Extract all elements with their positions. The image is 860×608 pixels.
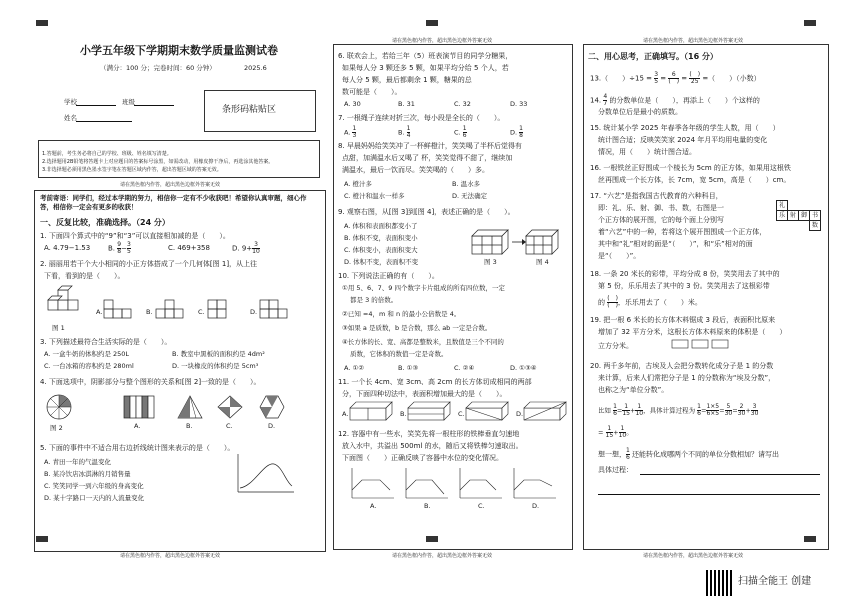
q12-option-b[interactable]: B. — [424, 502, 431, 510]
barcode-label: 条形码粘贴区 — [222, 105, 277, 115]
q12-water-graphs — [352, 468, 562, 502]
q12-option-c[interactable]: C. — [478, 502, 485, 510]
net-face: 数 — [809, 220, 821, 231]
q1-option-a[interactable]: A. 4.79−1.53 — [44, 244, 91, 252]
q16-text: 16. 一根铁丝正好围成一个棱长为 5cm 的正方体，如果用这根铁 — [590, 164, 791, 172]
q5-option-d[interactable]: D. 某十字路口一天内的人流量变化 — [44, 494, 145, 502]
q10-option-c[interactable]: C. ②④ — [454, 364, 475, 372]
q20-example-2: = $\frac{1}{15}$ + $\frac{1}{10}$ 。 — [598, 425, 633, 439]
q2-option-c-grid — [208, 300, 238, 320]
q3-option-b[interactable]: B. 教室中黑板的面积约是 4dm² — [172, 350, 265, 358]
section-2-title: 二、用心思考，正确填写。（16 分） — [588, 52, 718, 61]
q6-text-2: 如果每人分 3 颗还多 5 颗，如果平均分给 5 个人，若 — [342, 64, 509, 72]
q18-text-3: 的 $\frac{( )}{( )}$ ，乐乐用去了（ ）米。 — [598, 295, 702, 309]
name-label: 姓名 — [64, 114, 77, 122]
exam-subtitle: （满分：100 分；完卷时间：60 分钟） — [100, 64, 216, 72]
net-face: 书 — [809, 210, 821, 221]
q17-text-5: 其中和“礼”相对的面是“（ ）”，和“乐”相对的面 — [598, 240, 753, 248]
q20-text-3: 也称之为“单位分数”。 — [598, 386, 669, 394]
figure-4-label: 图 4 — [536, 258, 549, 266]
q2-text-2: 下看，看到的是（ ）。 — [44, 272, 125, 280]
net-face: 射 — [787, 210, 799, 221]
q17-text-2: 即：礼、乐、射、御、书、数，右图是一 — [598, 204, 724, 212]
area-note: 请在黑色框内作答，超出黑色边框外答案无效 — [120, 182, 221, 188]
q4-option-d-hexagon — [260, 396, 284, 418]
q14-text: 14. $\frac{4}{7}$ 的分数单位是（ ），再添上（ ）个这样的 — [590, 93, 760, 107]
q20-answer-line[interactable] — [598, 494, 820, 495]
q4-option-b-triangle — [178, 396, 202, 418]
scanner-watermark: 扫描全能王 创建 — [738, 576, 812, 587]
school-label: 学校 — [64, 98, 77, 106]
q9-option-b[interactable]: B. 体积不变，表面积变小 — [344, 234, 418, 242]
q11-option-b[interactable]: B. — [400, 410, 407, 418]
q4-option-a[interactable]: A. — [134, 422, 141, 430]
area-note: 请在黑色框内作答，超出黑色边框外答案无效 — [392, 553, 493, 559]
q5-line-graph — [236, 452, 296, 494]
q6-option-d[interactable]: D. 33 — [510, 100, 528, 108]
q5-option-b[interactable]: B. 某冷饮店冰淇淋的月销售量 — [44, 470, 131, 478]
q15-text-2: 统计图合适；反映笑笑家 2024 年月平均用电量的变化 — [598, 136, 768, 144]
q20-text-2: 来计算，后来人们常把分子是 1 的分数称为“埃及分数”， — [598, 374, 776, 382]
q2-option-b-grid — [156, 300, 186, 320]
q11-option-c[interactable]: C. — [458, 410, 465, 418]
q10-statement-3: ③如果 a 是质数，b 是合数，那么 ab 一定是合数。 — [342, 324, 492, 332]
q12-option-a[interactable]: A. — [370, 502, 377, 510]
figure-2-label: 图 2 — [50, 424, 63, 432]
q7-option-a[interactable]: A. $\frac{1}{3}$ — [344, 125, 357, 139]
q7-option-c[interactable]: C. $\frac{1}{6}$ — [454, 125, 467, 139]
q10-statement-1b: 都是 3 的倍数。 — [350, 296, 398, 304]
q4-option-c-diamond — [218, 396, 242, 418]
area-note: 请在黑色框内作答，超出黑色边框外答案无效 — [643, 553, 744, 559]
q6-text: 6. 联欢会上，若给三年（5）班表演节目的同学分糖果， — [338, 52, 513, 60]
qr-code-icon — [706, 570, 732, 596]
q18-text-2: 第 5 份，乐乐用去了其中的 3 份。笑笑用去了这根彩带 — [598, 282, 770, 290]
q10-text: 10. 下列说法正确的有（ ）。 — [338, 272, 439, 280]
page-title: 小学五年级下学期期末数学质量监测试卷 — [80, 44, 278, 57]
q7-text: 7. 一根绳子连续对折三次，每小段是全长的（ ）。 — [338, 114, 505, 122]
q17-text-6: 是“（ ）”。 — [598, 252, 641, 260]
net-face: 礼 — [776, 200, 788, 211]
q1-option-c[interactable]: C. 469+358 — [168, 244, 210, 252]
q17-text-4: 着“六艺”中的一种，若将这个展开图围成一个正方体， — [598, 228, 767, 236]
registration-mark — [426, 20, 438, 26]
class-label: 班级 — [122, 98, 135, 106]
q19-wood-pieces — [672, 338, 732, 350]
exhort-text: 考前寄语：同学们，经过本学期的努力，相信你一定有不少收获吧！希望你认真审题，细心作答，相信你一定会有更多的收获！ — [40, 194, 307, 211]
q9-option-d[interactable]: D. 体积不变，表面积不变 — [344, 258, 419, 266]
figure-1-label: 图 1 — [52, 324, 65, 332]
q16-text-2: 丝再围成一个长方体，长 7cm，宽 5cm，高是（ ）cm。 — [598, 176, 791, 184]
q2-option-c[interactable]: C. — [198, 308, 205, 316]
q8-text-2: 点甜，加满温水后又喝了 杯，笑笑觉得不甜了，继续加 — [342, 154, 513, 162]
q2-option-a-grid — [104, 300, 134, 320]
q8-option-c[interactable]: C. 橙汁和温水一样多 — [344, 192, 405, 200]
q20-process-label: 具体过程： — [598, 466, 633, 474]
q6-option-a[interactable]: A. 30 — [344, 100, 361, 108]
q12-text-2: 放入水中，共溢出 500ml 的水，随后又将铁棒匀速取出。 — [342, 442, 523, 450]
q1-text: 1. 下面四个算式中的“9”和“3”可以直接相加减的是（ ）。 — [40, 232, 230, 240]
q19-text-2: 增加了 32 平方分米，这根长方体木料原来的体积是（ ） — [598, 328, 787, 336]
q3-option-c[interactable]: C. 一台冰箱的容积约是 280ml — [44, 362, 134, 370]
q10-option-d[interactable]: D. ①③④ — [510, 364, 537, 372]
q2-option-b[interactable]: B. — [146, 308, 153, 316]
q4-text: 4. 下面选项中，阴影部分与整个图形的关系和[图 2]一致的是（ ）。 — [40, 378, 261, 386]
net-face: 乐 — [776, 210, 788, 221]
q19-text: 19. 把一根 6 米长的长方体木料锯成 3 段后，表面积比原来 — [590, 316, 776, 324]
q3-option-a[interactable]: A. 一盒牛奶的体积约是 250L — [44, 350, 130, 358]
area-note: 请在黑色框内作答，超出黑色边框外答案无效 — [392, 38, 493, 44]
q8-text-3: 满温水，最后一饮而尽。笑笑喝的（ ）多。 — [342, 166, 489, 174]
q3-text: 3. 下列描述最符合生活实际的是（ ）。 — [40, 338, 172, 346]
q1-option-b[interactable]: B. $\frac{9}{8}$ − $\frac{3}{5}$ — [108, 241, 131, 255]
section-1-title: 一、反复比较，准确选择。（24 分） — [40, 218, 170, 227]
q3-option-d[interactable]: D. 一块橡皮的体积约是 5cm³ — [172, 362, 259, 370]
q4-option-c[interactable]: C. — [226, 422, 233, 430]
q15-text: 15. 统计某小学 2025 年春季各年级的学生人数，用（ ） — [590, 124, 780, 132]
q10-statement-4: ④长方体的长、宽、高都是整数米，且数值是三个不同的 — [342, 338, 504, 346]
q8-option-a[interactable]: A. 橙汁多 — [344, 180, 372, 188]
q5-text: 5. 下面的事件中不适合用右边折线统计图来表示的是（ ）。 — [40, 444, 235, 452]
q8-text: 8. 早晨妈妈给笑笑冲了一杯鲜橙汁，笑笑喝了半杯后觉得有 — [338, 142, 522, 150]
figure-2-circle — [46, 394, 72, 420]
q20-question: 想一想， $\frac{1}{6}$ 还能转化成哪两个不同的单位分数相加？请写出 — [598, 447, 780, 461]
q9-option-c[interactable]: C. 体积变小，表面积变大 — [344, 246, 418, 254]
area-note: 请在黑色框内作答，超出黑色边框外答案无效 — [120, 553, 221, 559]
figure-3-4-cubes — [470, 226, 560, 256]
q5-option-a[interactable]: A. 青田一年的气温变化 — [44, 458, 111, 466]
q8-option-b[interactable]: B. 温水多 — [452, 180, 481, 188]
q10-statement-1: ①用 5、6、7、9 四个数字卡片组成的所有四位数，一定 — [342, 284, 506, 292]
q12-option-d[interactable]: D. — [532, 502, 540, 510]
q20-text: 20. 两千多年前，古埃及人会把分数转化成分子是 1 的分数 — [590, 362, 774, 370]
q10-option-a[interactable]: A. ①② — [344, 364, 365, 372]
q4-option-d[interactable]: D. — [268, 422, 276, 430]
q10-option-b[interactable]: B. ①③ — [398, 364, 419, 372]
q10-statement-4b: 质数，它体积的数值一定是奇数。 — [350, 350, 448, 358]
figure-3-label: 图 3 — [484, 258, 497, 266]
q6-option-c[interactable]: C. 32 — [454, 100, 471, 108]
q17-text: 17. “六艺”是指我国古代教育的六种科目， — [590, 192, 723, 200]
q4-option-b[interactable]: B. — [186, 422, 193, 430]
q14-text-2: 分数单位后是最小的质数。 — [598, 108, 682, 116]
q7-option-b[interactable]: B. $\frac{1}{4}$ — [398, 125, 411, 139]
q6-text-3: 每人分 5 颗，最后都剩余 1 颗，糖果的总 — [342, 76, 472, 84]
q1-option-d[interactable]: D. 9+ $\frac{3}{10}$ — [232, 241, 260, 255]
q9-text: 9. 观察右图，从[图 3]到[图 4]，表述正确的是（ ）。 — [338, 208, 515, 216]
q10-statement-2: ②已知 =4，m 和 n 的最小公倍数是 4。 — [342, 310, 461, 318]
notice-line: 1.答题前，考生务必将自己的学校、班级、姓名填写清楚。 — [42, 151, 172, 157]
q11-text: 11. 一个长 4cm、宽 3cm、高 2cm 的长方体切成相同的两部 — [338, 378, 532, 386]
q7-option-d[interactable]: D. $\frac{1}{8}$ — [510, 125, 523, 139]
name-field[interactable] — [76, 121, 132, 122]
q2-option-d[interactable]: D. — [250, 308, 258, 316]
notice-line: 2.选择题用2B铅笔将答题卡上对应题目的答案标号涂黑，如需改动，用橡皮擦干净后，再选涂其他答案。 — [42, 159, 274, 165]
q12-text: 12. 容器中有一些水，笑笑先将一根柱形的铁棒垂直匀速地 — [338, 430, 520, 438]
q20-example: 比如 $\frac{1}{6}$ = $\frac{1}{15}$ + $\frac{1}{10}$ ，具体计算过程为 $\frac{1}{6}$ = $\frac{1\times 5}{6\times 5}$ = $\frac{5}{30}$ = $\frac{2}{30}$ + $\frac{3}{30}$ — [598, 403, 759, 417]
q11-text-2: 分，下面四种切法中，表面积增加最大的是（ ）。 — [342, 390, 507, 398]
q2-option-d-grid — [260, 300, 290, 320]
net-face: 御 — [798, 210, 810, 221]
q12-text-3: 下面图（ ）正确反映了容器中水位的变化情况。 — [342, 454, 503, 462]
q4-option-a-bars — [124, 396, 154, 418]
school-field[interactable] — [76, 105, 116, 106]
registration-mark — [36, 20, 48, 26]
area-note: 请在黑色框内作答，超出黑色边框外答案无效 — [643, 38, 744, 44]
q18-text: 18. 一条 20 米长的彩带，平均分成 8 份，笑笑用去了其中的 — [590, 270, 780, 278]
q17-text-3: 个正方体的展开图，它的每个面上分别写 — [598, 216, 724, 224]
q20-answer-line[interactable] — [640, 474, 820, 475]
q9-option-a[interactable]: A. 体积和表面积都变小了 — [344, 222, 418, 230]
q5-option-c[interactable]: C. 笑笑同学一到六年级的身高变化 — [44, 482, 144, 490]
q2-option-a[interactable]: A. — [96, 308, 103, 316]
notice-line: 3.非选择题必须用黑色墨水签字笔在答题区域内作答，超出答题区域的答案无效。 — [42, 167, 222, 173]
q11-option-d[interactable]: D. — [516, 410, 524, 418]
figure-1-cubes — [44, 286, 84, 322]
registration-mark — [804, 20, 816, 26]
exam-date: 2025.6 — [244, 64, 267, 72]
q2-text: 2. 丽丽用若干个大小相同的小正方体搭成了一个几何体[图 1]，从上往 — [40, 260, 258, 268]
q15-text-3: 情况，用（ ）统计图合适。 — [598, 148, 696, 156]
q13-text: 13.（ ）÷15 = $\frac{3}{5}$ = $\frac{6}{( )}$ = $\frac{( )}{25}$ =（ ）（小数） — [590, 71, 761, 85]
cube-net — [776, 200, 824, 230]
q19-text-3: 立方分米。 — [598, 342, 633, 350]
q11-option-a[interactable]: A. — [342, 410, 349, 418]
q6-text-4: 数可能是（ ）。 — [342, 88, 402, 96]
q6-option-b[interactable]: B. 31 — [398, 100, 415, 108]
q8-option-d[interactable]: D. 无法确定 — [452, 192, 488, 200]
class-field[interactable] — [134, 105, 174, 106]
